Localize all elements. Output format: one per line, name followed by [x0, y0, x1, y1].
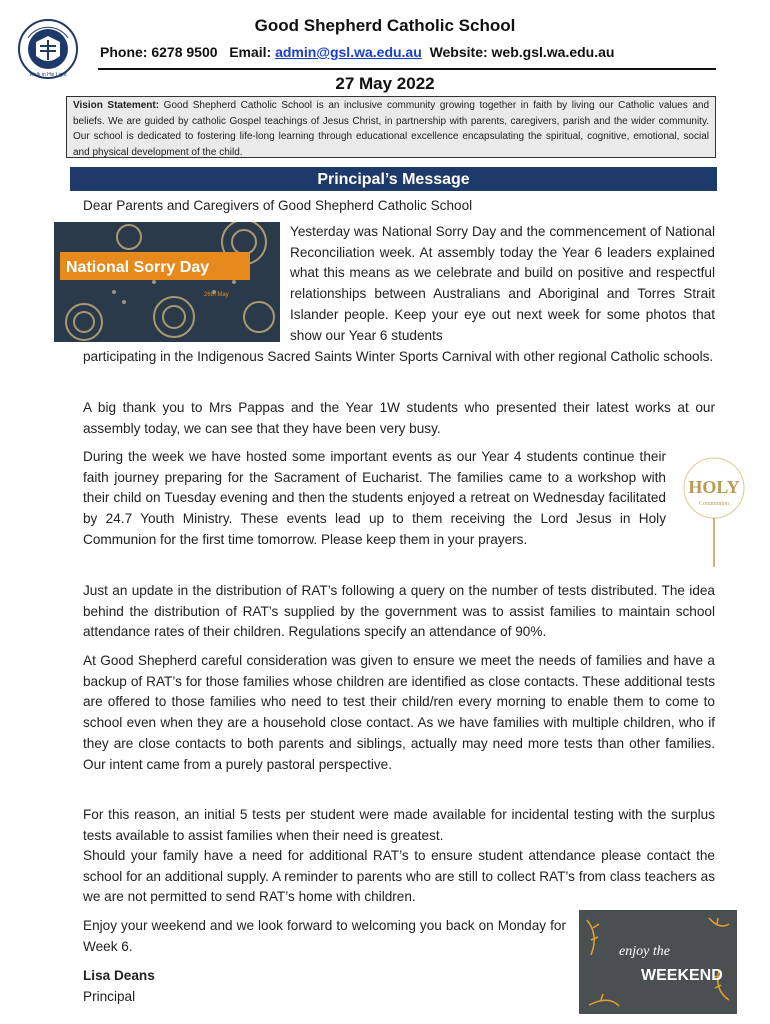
website: Website: web.gsl.wa.edu.au	[429, 44, 615, 60]
email-label: Email:	[229, 44, 272, 60]
holy-small: Communion	[698, 501, 730, 507]
vision-text: Good Shepherd Catholic School is an inclusive community growing together in faith by living our Catholic values and beliefs. We are guided by catholic Gospel teachings of Jesus Christ, in partnership with parents, caregivers, parish and the wider community. Our school is dedicated to fostering life-long learning through educational excellence encapsulating the spiritual, cognitive, emotional, social and physical development of the child.	[73, 100, 710, 158]
salutation: Dear Parents and Caregivers of Good Shepherd Catholic School	[83, 198, 473, 213]
email-link[interactable]: admin@gsl.wa.edu.au	[275, 44, 422, 60]
paragraph-6: For this reason, an initial 5 tests per student were made available for incidental testing with the surplus tests available to assist families when their need is greatest.	[83, 807, 715, 843]
sorry-day-image	[54, 222, 280, 342]
vision-statement-box	[66, 96, 716, 158]
weekend-text-1: enjoy the	[619, 944, 670, 959]
section-banner: Principal’s Message	[70, 167, 717, 191]
paragraph-2: A big thank you to Mrs Pappas and the Year 1W students who presented their latest works at our assembly today, we can see that they have been very busy.	[83, 400, 715, 436]
paragraph-5: At Good Shepherd careful consideration was given to ensure we meet the needs of families and have a backup of RAT’s for those families whose children are identified as close contacts. These additional tests are offered to those families who need to test their child/ren every morning to enable them to come to school even when they are a household close contact. As we have families with multiple children, who if they are close contacts to both parents and siblings, actually may need more tests than other families. Our intent came from a purely pastoral perspective.	[83, 653, 715, 772]
school-name: Good Shepherd Catholic School	[254, 16, 516, 35]
paragraph-1-wrap: Yesterday was National Sorry Day and the commencement of National Reconciliation week. At assembly today the Year 6 leaders explained what this means as we celebrate and build on positive and respectful relationships between Australians and Aboriginal and Torres Strait Islander people. Keep your eye out next week for some photos that show our Year 6 students	[290, 224, 715, 343]
paragraph-8: Enjoy your weekend and we look forward to welcoming you back on Monday for Week 6.	[83, 918, 566, 954]
header-rule	[98, 68, 716, 70]
holy-text: HOLY	[688, 477, 740, 497]
phone: Phone: 6278 9500	[100, 44, 218, 60]
contact-line	[100, 44, 614, 60]
holy-communion-image	[680, 455, 750, 570]
enjoy-weekend-image	[579, 910, 737, 1014]
paragraph-3: During the week we have hosted some important events as our Year 4 students continue their faith journey preparing for the Sacrament of Eucharist. The families came to a workshop with their child on Tuesday evening and then the students enjoyed a retreat on Wednesday facilitated by 24.7 Youth Ministry. These events lead up to them receiving the Lord Jesus in Holy Communion for the first time tomorrow. Please keep them in your prayers.	[83, 449, 666, 547]
newsletter-date: 27 May 2022	[335, 74, 435, 93]
paragraph-7: Should your family have a need for additional RAT’s to ensure student attendance please contact the school for an additional supply. A reminder to parents who are still to collect RAT’s from class teachers as we are not permitted to send RAT’s home with children.	[83, 848, 715, 905]
paragraph-1-rest: participating in the Indigenous Sacred Saints Winter Sports Carnival with other regional Catholic schools.	[83, 349, 714, 364]
sorry-day-title: National Sorry Day	[66, 259, 210, 276]
signoff-role: Principal	[83, 989, 136, 1004]
sorry-day-sub: 26th May	[204, 292, 229, 298]
weekend-text-2: WEEKEND	[641, 967, 723, 984]
signoff-name: Lisa Deans	[83, 968, 155, 983]
paragraph-4: Just an update in the distribution of RAT’s following a query on the number of tests distributed. The idea behind the distribution of RAT’s supplied by the government was to assist families to maintain school attendance rates of their children. Regulations specify an attendance of 90%.	[83, 583, 715, 640]
svg-text:Walk in His Light: Walk in His Light	[29, 72, 67, 78]
vision-label: Vision Statement:	[73, 100, 160, 111]
